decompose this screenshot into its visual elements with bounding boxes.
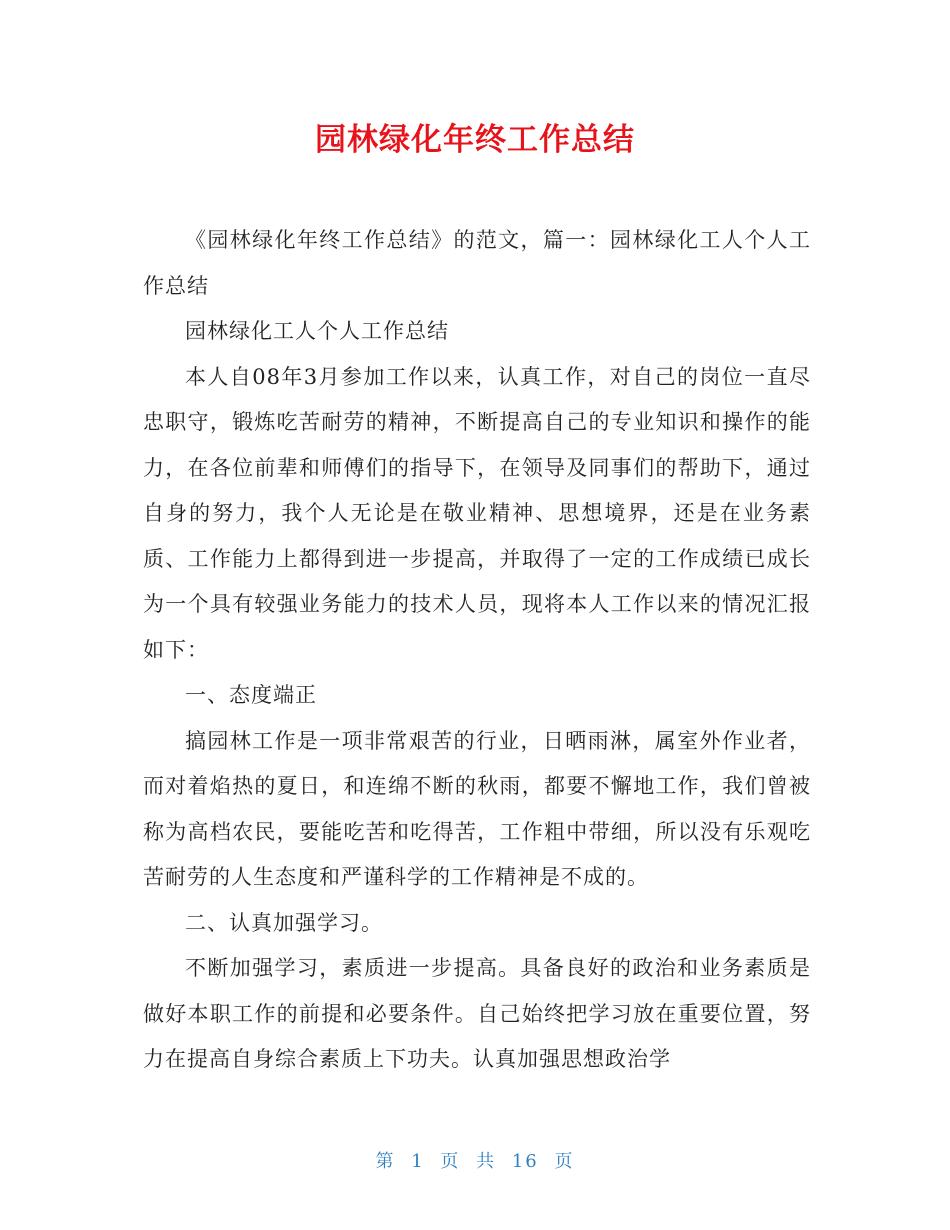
document-title: 园林绿化年终工作总结 — [315, 122, 635, 158]
paragraph-intro: 《园林绿化年终工作总结》的范文，篇一：园林绿化工人个人工作总结 — [143, 228, 811, 298]
page-number-footer: 第 1 页 共 16 页 — [375, 1151, 575, 1172]
paragraph-opening: 本人自08年3月参加工作以来，认真工作，对自己的岗位一直尽忠职守，锻炼吃苦耐劳的精神，不断提高自己的专业知识和操作的能力，在各位前辈和师傅们的指导下，在领导及同事们的帮助下，通过自身的努力，我个人无论是在敬业精神、思想境界，还是在业务素质、工作能力上都得到进一步提高，并取得了一定的工作成绩已成长为一个具有较强业务能力的技术人员，现将本人工作以来的情况汇报如下： — [143, 364, 811, 662]
section-heading-study: 二、认真加强学习。 — [185, 910, 383, 935]
section-heading-attitude: 一、态度端正 — [185, 683, 317, 707]
paragraph-subtitle: 园林绿化工人个人工作总结 — [185, 319, 449, 343]
paragraph-attitude: 搞园林工作是一项非常艰苦的行业，日晒雨淋，属室外作业者，而对着焰热的夏日，和连绵不断的秋雨，都要不懈地工作，我们曾被称为高档农民，要能吃苦和吃得苦，工作粗中带细，所以没有乐观吃苦耐劳的人生态度和严谨科学的工作精神是不成的。 — [143, 728, 811, 889]
paragraph-study: 不断加强学习，素质进一步提高。具备良好的政治和业务素质是做好本职工作的前提和必要条件。自己始终把学习放在重要位置，努力在提高自身综合素质上下功夫。认真加强思想政治学 — [143, 956, 811, 1071]
document-body — [143, 218, 811, 1083]
